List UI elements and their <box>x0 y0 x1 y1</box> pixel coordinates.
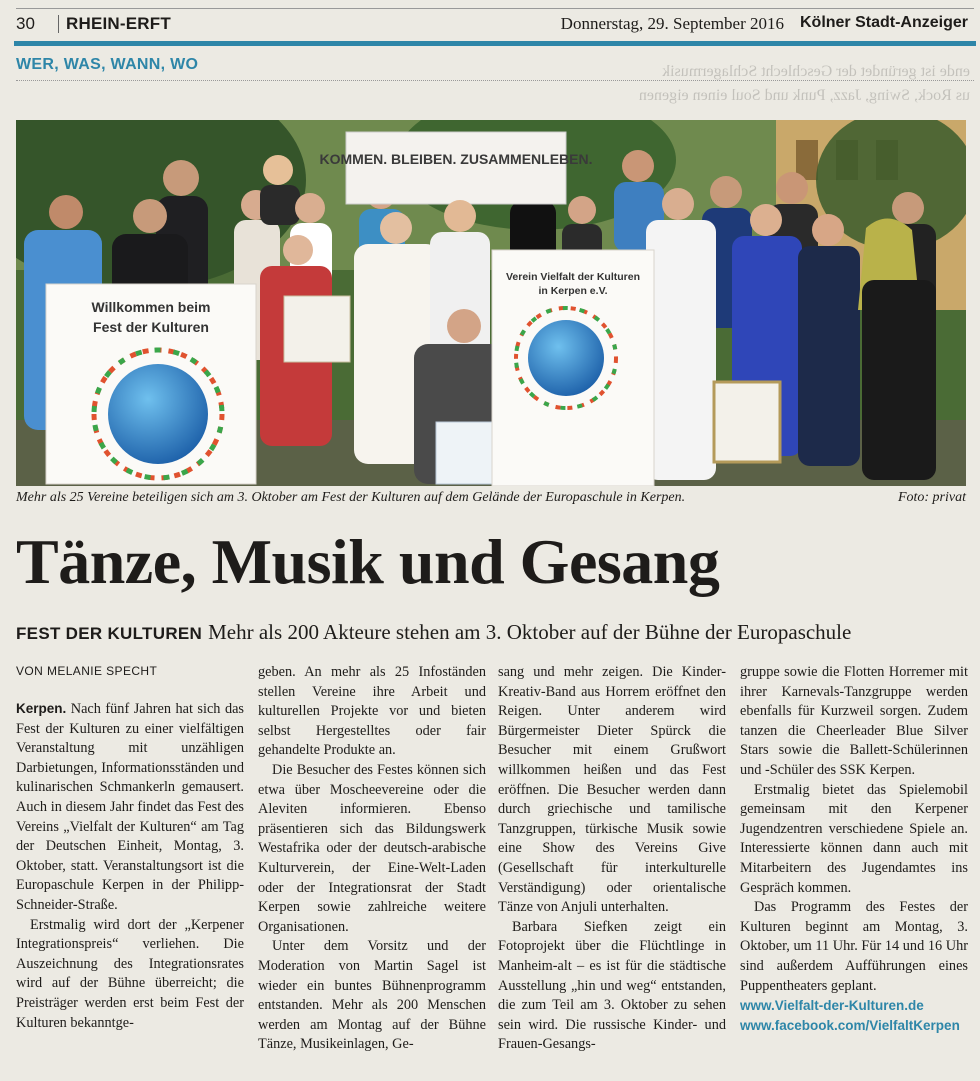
paragraph-text: Nach fünf Jahren hat sich das Fest der Kulturen zu einer vielfältigen Veranstaltung mit unzähligen Darbietungen, Informationsständen und kulinarischen Schmankerln gemausert. Auch in diesem Jahr findet das Fest des Vereins „Vielfalt der Kulturen“ am Tag der Deutschen Einheit, Montag, 3. Oktober, statt. Veranstaltungsort ist die Europaschule Kerpen in der Philipp-Schneider-Straße. <box>16 701 244 913</box>
paragraph <box>16 699 244 916</box>
paragraph: Unter dem Vorsitz und der Moderation von Martin Sagel ist wieder ein buntes Bühnenprogramm entstanden. Mehr als 200 Menschen werden am Montag auf der Bühne Tänze, Musikeinlagen, Ge- <box>258 938 486 1053</box>
section-name: RHEIN-ERFT <box>66 14 171 33</box>
page-number: 30 <box>16 14 35 33</box>
paragraph: Erstmalig bietet das Spielemobil gemeinsam mit den Kerpener Jugendzentren verschiedene Spiele an. Interessierte können dann auch mit Mitarbeitern des Jugendamtes ins Gespräch kommen. <box>740 781 968 896</box>
banner-left <box>46 284 256 484</box>
photo-caption <box>16 490 966 506</box>
article-column-3 <box>498 663 726 1055</box>
certificate-3 <box>436 422 498 484</box>
article-subhead <box>16 620 974 645</box>
photo-illustration <box>16 120 966 486</box>
banner-left-line-2: Fest der Kulturen <box>93 319 209 335</box>
page-header <box>16 8 974 35</box>
paragraph: Erstmalig wird dort der „Kerpener Integrationspreis“ verliehen. Die Auszeichnung des Integrationsrates wird auf der Bühne überreicht; die Preisträger werden erst beim Fest der Kulturen bekanntge- <box>16 916 244 1031</box>
article-column-1 <box>16 699 244 1033</box>
kicker-rule <box>16 80 974 81</box>
banner-right-line-2: in Kerpen e.V. <box>538 285 608 297</box>
header-rule <box>14 41 976 46</box>
paragraph: Das Programm des Festes der Kulturen beginnt am Montag, 3. Oktober, um 11 Uhr. Für 14 und 16 Uhr sind außerdem Aufführungen eines Puppentheaters geplant. <box>740 899 968 994</box>
article-column-2 <box>258 663 486 1055</box>
subhead-label: FEST DER KULTUREN <box>16 624 203 643</box>
paragraph: Die Besucher des Festes können sich etwa über Moscheevereine oder die Aleviten informieren. Ebenso präsentieren sich das Bildungswerk Westafrika oder der deutsch-arabische Kulturverein, der Eine-Welt-Laden oder der Integrationsrat der Stadt Kerpen sowie zahlreiche weitere Organisationen. <box>258 761 486 935</box>
paragraph: Barbara Siefken zeigt ein Fotoprojekt über die Flüchtlinge in Manheim-alt – es ist für die städtische Ausstellung „hin und weg“ entstanden, die zum Teil am 3. Oktober zu sehen sein wird. Die russische Kinder- und Frauen-Gesangs- <box>498 918 726 1053</box>
dateline: Kerpen. <box>16 701 67 716</box>
paragraph: geben. An mehr als 25 Infoständen stellen Vereine ihre Arbeit und kulturellen Projekte vor und bieten selbst Hergestelltes oder fair gehandelte Produkte an. <box>258 664 486 759</box>
section-kicker: WER, WAS, WANN, WO <box>16 56 199 73</box>
banner-left-line-1: Willkommen beim <box>91 299 211 315</box>
newspaper-name: Kölner Stadt-Anzeiger <box>799 14 968 31</box>
bleed-through-text <box>600 60 970 114</box>
byline: VON MELANIE SPECHT <box>16 664 158 678</box>
banner-right <box>492 250 654 486</box>
facebook-link[interactable]: www.facebook.com/VielfaltKerpen <box>740 1017 960 1033</box>
certificate-1 <box>284 296 350 362</box>
article-headline: Tänze, Musik und Gesang <box>16 526 720 597</box>
article-column-4 <box>740 663 968 1035</box>
certificate-2 <box>714 382 780 462</box>
caption-text: Mehr als 25 Vereine beteiligen sich am 3. Oktober am Fest der Kulturen auf dem Gelände der Europaschule in Kerpen. <box>16 490 686 505</box>
bleed-line-2: us Rock, Swing, Jazz, Punk und Soul einen eigenen <box>638 87 970 104</box>
globe-left <box>108 364 208 464</box>
photo-credit: Foto: privat <box>897 490 966 505</box>
top-banner <box>320 132 593 204</box>
issue-date: Donnerstag, 29. September 2016 <box>560 14 784 33</box>
bleed-line-1: ende ist geründet der Geschlecht Schlagermusik <box>662 63 970 80</box>
website-link[interactable]: www.Vielfalt-der-Kulturen.de <box>740 998 924 1014</box>
group-photo <box>16 120 966 486</box>
banner-right-line-1: Verein Vielfalt der Kulturen <box>505 271 641 283</box>
paragraph: gruppe sowie die Flotten Horremer mit ihrer Karnevals-Tanzgruppe werden ebenfalls für Kurzweil sorgen. Zudem tanzen die Cheerleader Blue Silver Stars sowie die Ballett-Schülerinnen und -Schüler des SSK Kerpen. <box>740 664 968 778</box>
subhead-text: Mehr als 200 Akteure stehen am 3. Oktober auf der Bühne der Europaschule <box>208 620 852 644</box>
globe-right <box>528 320 604 396</box>
top-banner-line: KOMMEN. BLEIBEN. ZUSAMMENLEBEN. <box>319 151 593 167</box>
header-divider <box>58 15 59 33</box>
paragraph: sang und mehr zeigen. Die Kinder-Kreativ-Band aus Horrem eröffnet den Reigen. Unter anderem wird Bürgermeister Dieter Spürck die Besucher mit einem Grußwort willkommen heißen und das Fest eröffnen. Die Besucher werden dann durch griechische und tamilische Tanzgruppen, türkische Musik sowie eine Show des Vereins Give (Gesellschaft für interkulturelle Verständigung) oder orientalische Tänze von Anjuli unterhalten. <box>498 664 726 916</box>
